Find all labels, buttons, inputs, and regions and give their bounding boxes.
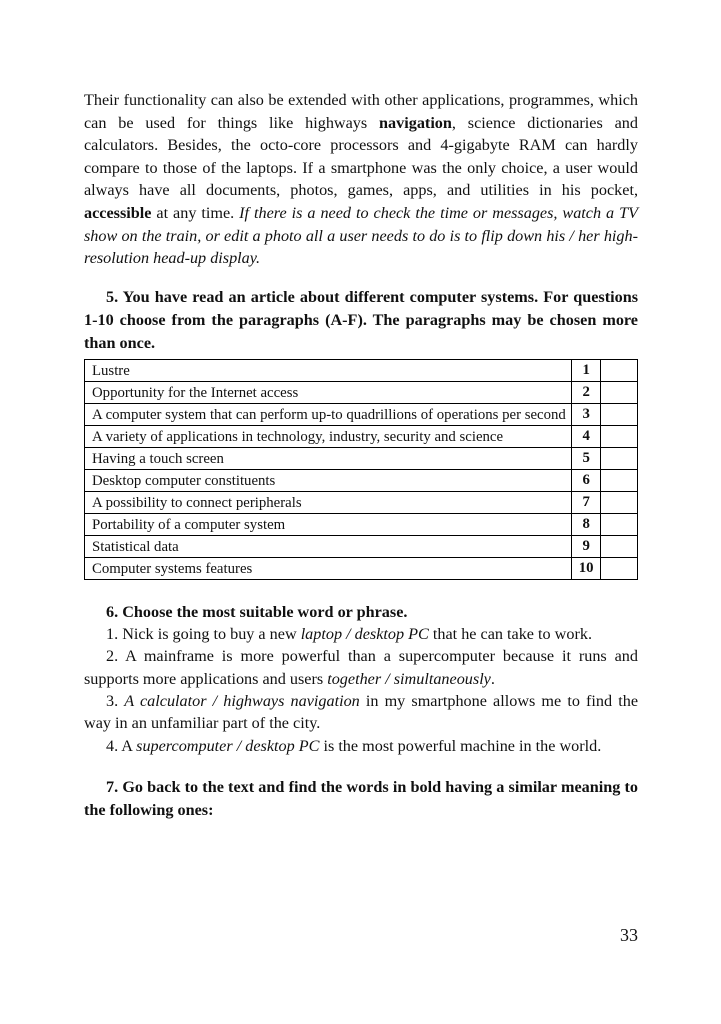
list-item [84,690,638,735]
task-6-heading: 6. Choose the most suitable word or phrase. [106,602,408,621]
intro-text-3: at any time. [151,203,240,222]
task-6-items [84,623,638,757]
table-row [85,425,638,447]
table-row [85,513,638,535]
question-cell: A possibility to connect peripherals [85,491,572,513]
question-number: 6 [572,469,601,491]
answer-cell[interactable] [601,491,638,513]
question-number: 10 [572,557,601,579]
list-item [84,645,638,690]
bold-word-navigation: navigation [379,113,452,132]
answer-cell[interactable] [601,381,638,403]
question-number: 8 [572,513,601,535]
question-cell: Having a touch screen [85,447,572,469]
question-cell: Desktop computer constituents [85,469,572,491]
item-text: 1. Nick is going to buy a new [106,624,301,643]
item-choice: laptop / desktop PC [300,624,429,643]
table-row [85,469,638,491]
answer-cell[interactable] [601,535,638,557]
page-content [84,89,638,822]
answer-cell[interactable] [601,403,638,425]
item-text: 4. A [106,736,137,755]
question-number: 4 [572,425,601,447]
intro-text-1: Their functionality can also be extended with other applications, programmes, which can be used for things like highways [84,91,638,132]
question-number: 2 [572,381,601,403]
list-item [84,735,638,757]
question-cell: Portability of a computer system [85,513,572,535]
question-cell: Statistical data [85,535,572,557]
table-row [85,403,638,425]
table-row [85,557,638,579]
answer-cell[interactable] [601,469,638,491]
item-text-end: . [490,669,495,688]
answer-cell[interactable] [601,447,638,469]
item-choice: together / simultaneously [327,669,491,688]
question-number: 1 [572,359,601,381]
question-cell: Lustre [85,359,572,381]
question-cell: A variety of applications in technology, industry, security and science [85,425,572,447]
item-text-end: is the most powerful machine in the world. [319,736,602,755]
list-item [84,623,638,645]
intro-text-2: , science dictionaries and calculators. Besides, the octo-core processors and 4-gigabyte RAM can hardly compare to those of the laptops. If a smartphone was the only choice, a user would always have all documents, photos, games, apps, and utilities in his pocket, [84,113,638,200]
answer-cell[interactable] [601,557,638,579]
table-row [85,491,638,513]
answer-cell[interactable] [601,359,638,381]
question-cell: A computer system that can perform up-to quadrillions of operations per second [85,403,572,425]
item-text: 3. [106,691,125,710]
answer-cell[interactable] [601,513,638,535]
page-number: 33 [620,925,638,945]
question-number: 3 [572,403,601,425]
item-choice: supercomputer / desktop PC [136,736,320,755]
item-text-end: in my smartphone allows me to find the way in an unfamiliar part of the city. [84,691,638,733]
question-cell: Opportunity for the Internet access [85,381,572,403]
task-5-heading: 5. You have read an article about different computer systems. For questions 1-10 choose from the paragraphs (A-F). The paragraphs may be chosen more than once. [84,287,638,352]
intro-paragraph [84,89,638,270]
matching-table [84,359,638,580]
intro-italic-text: If there is a need to check the time or messages, watch a TV show on the train, or edit a photo all a user needs to do is to flip down his / her high-resolution head-up display. [84,203,638,268]
table-row [85,447,638,469]
question-number: 5 [572,447,601,469]
item-choice: A calculator / highways navigation [124,691,360,710]
question-cell: Computer systems features [85,557,572,579]
item-text-end: that he can take to work. [428,624,592,643]
answer-cell[interactable] [601,425,638,447]
table-row [85,381,638,403]
bold-word-accessible: accessible [84,203,152,222]
table-row [85,535,638,557]
task-7-heading: 7. Go back to the text and find the words in bold having a similar meaning to the following ones: [84,778,638,820]
item-text: 2. A mainframe is more powerful than a supercomputer because it runs and supports more applications and users [84,647,638,688]
table-row [85,359,638,381]
question-number: 7 [572,491,601,513]
question-number: 9 [572,535,601,557]
